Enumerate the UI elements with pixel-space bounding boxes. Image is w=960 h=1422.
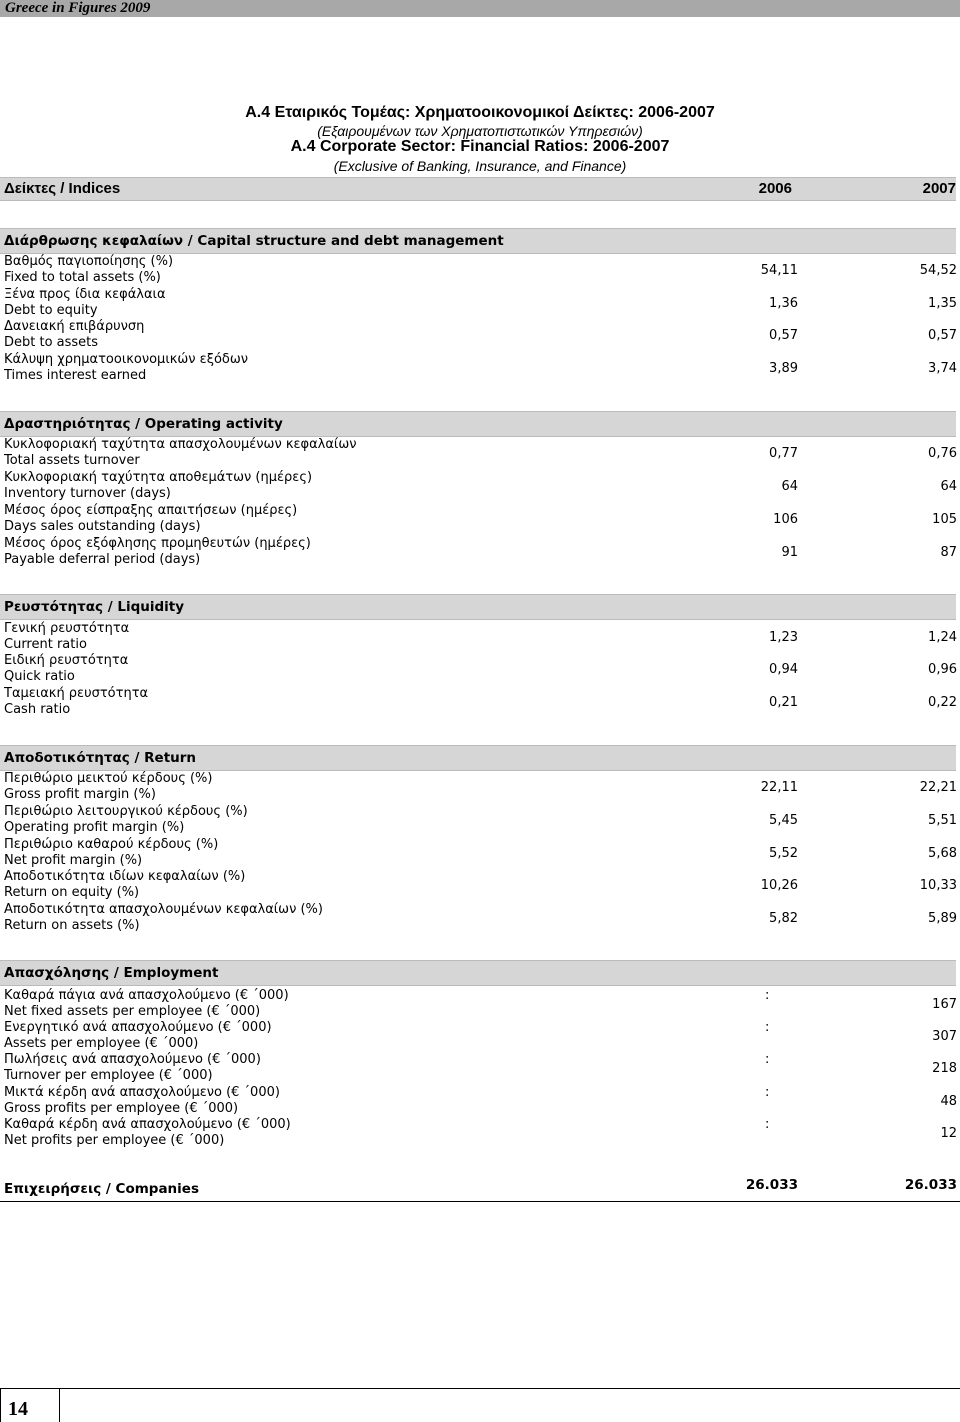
row-label-greek: Περιθώριο λειτουργικού κέρδους (%) — [4, 804, 248, 819]
value-2006: 3,89 — [769, 361, 798, 376]
value-2007: 48 — [940, 1094, 957, 1109]
row-label-greek: Πωλήσεις ανά απασχολούμενο (€ ΄000) — [4, 1052, 261, 1067]
table-row — [0, 686, 960, 719]
row-label-english: Net profits per employee (€ ΄000) — [4, 1133, 225, 1148]
row-label-english: Times interest earned — [4, 368, 147, 383]
row-label-greek: Ενεργητικό ανά απασχολούμενο (€ ΄000) — [4, 1020, 272, 1035]
section-title: Ρευστότητας / Liquidity — [4, 599, 185, 615]
value-2006: 106 — [773, 512, 798, 527]
table-row — [0, 1085, 960, 1118]
row-label-english: Net profit margin (%) — [4, 853, 143, 868]
table-row — [0, 319, 960, 352]
value-2007: 87 — [940, 545, 957, 560]
year-2006-header: 2006 — [758, 180, 792, 197]
table-row — [0, 437, 960, 470]
value-2007: 3,74 — [928, 361, 957, 376]
section-header-return — [0, 745, 956, 771]
section-header-liquidity — [0, 594, 956, 620]
table-row — [0, 771, 960, 804]
value-2006: 0,94 — [769, 662, 798, 677]
value-2006: 1,23 — [769, 630, 798, 645]
row-label-greek: Κυκλοφοριακή ταχύτητα αποθεμάτων (ημέρες) — [4, 470, 313, 485]
value-2007: 10,33 — [919, 878, 957, 893]
row-label-english: Net fixed assets per employee (€ ΄000) — [4, 1004, 261, 1019]
row-label-english: Total assets turnover — [4, 453, 140, 468]
row-label-english: Inventory turnover (days) — [4, 486, 171, 501]
row-label-english: Return on assets (%) — [4, 918, 140, 933]
value-2006: 0,57 — [769, 328, 798, 343]
row-label-greek: Βαθμός παγιοποίησης (%) — [4, 254, 174, 269]
row-label-greek: Δανειακή επιβάρυνση — [4, 319, 145, 334]
row-label-greek: Καθαρά κέρδη ανά απασχολούμενο (€ ΄000) — [4, 1117, 291, 1132]
table-row — [0, 837, 960, 870]
row-label-english: Debt to equity — [4, 303, 98, 318]
value-2006: : — [765, 1085, 770, 1100]
title-english: A.4 Corporate Sector: Financial Ratios: 2006-2007 — [290, 138, 670, 155]
row-label-greek: Γενική ρευστότητα — [4, 621, 130, 636]
value-2007: 5,51 — [928, 813, 957, 828]
table-row — [0, 287, 960, 320]
value-2006: 0,77 — [769, 446, 798, 461]
row-label-greek: Ξένα προς ίδια κεφάλαια — [4, 287, 166, 302]
value-2007: 167 — [932, 997, 957, 1012]
footer-rule — [0, 1388, 960, 1389]
running-header-text: Greece in Figures 2009 — [5, 0, 151, 16]
table-row — [0, 536, 960, 569]
table-row — [0, 902, 960, 935]
section-title: Δραστηριότητας / Operating activity — [4, 416, 283, 432]
row-label-english: Operating profit margin (%) — [4, 820, 185, 835]
value-2007: 5,89 — [928, 911, 957, 926]
value-2006: 5,82 — [769, 911, 798, 926]
value-2007: 5,68 — [928, 846, 957, 861]
year-2007-header: 2007 — [922, 180, 956, 197]
row-label-greek: Κυκλοφοριακή ταχύτητα απασχολουμένων κεφαλαίων — [4, 437, 357, 452]
table-row — [0, 470, 960, 503]
value-2007: 105 — [932, 512, 957, 527]
row-label-english: Assets per employee (€ ΄000) — [4, 1036, 199, 1051]
value-2007: 1,24 — [928, 630, 957, 645]
section-header-capital-structure — [0, 228, 956, 254]
section-title: Διάρθρωσης κεφαλαίων / Capital structure and debt management — [4, 233, 504, 249]
row-label-english: Fixed to total assets (%) — [4, 270, 161, 285]
row-label-english: Days sales outstanding (days) — [4, 519, 201, 534]
row-label-greek: Περιθώριο μεικτού κέρδους (%) — [4, 771, 213, 786]
value-2006: : — [765, 988, 770, 1003]
table-row — [0, 988, 960, 1021]
table-row — [0, 1020, 960, 1053]
row-label-greek: Μικτά κέρδη ανά απασχολούμενο (€ ΄000) — [4, 1085, 280, 1100]
table-row — [0, 869, 960, 902]
value-2007: 218 — [932, 1061, 957, 1076]
row-label-greek: Ταμειακή ρευστότητα — [4, 686, 149, 701]
table-row — [0, 1052, 960, 1085]
row-label-greek: Αποδοτικότητα απασχολουμένων κεφαλαίων (%) — [4, 902, 323, 917]
value-2007: 0,96 — [928, 662, 957, 677]
value-2007: 0,76 — [928, 446, 957, 461]
row-label-greek: Κάλυψη χρηματοοικονομικών εξόδων — [4, 352, 249, 367]
title-greek: Α.4 Εταιρικός Τομέας: Χρηματοοικονομικοί Δείκτες: 2006-2007 — [245, 104, 715, 121]
value-2006: : — [765, 1052, 770, 1067]
value-2006: : — [765, 1020, 770, 1035]
row-label-english: Gross profits per employee (€ ΄000) — [4, 1101, 239, 1116]
table-row — [0, 352, 960, 385]
table-row — [0, 1117, 960, 1150]
value-2006: 0,21 — [769, 695, 798, 710]
table-row — [0, 503, 960, 536]
row-label-english: Gross profit margin (%) — [4, 787, 156, 802]
page-number-box — [0, 1388, 60, 1422]
row-label-english: Turnover per employee (€ ΄000) — [4, 1068, 213, 1083]
value-2006: : — [765, 1117, 770, 1132]
table-row — [0, 804, 960, 837]
value-2006: 5,45 — [769, 813, 798, 828]
value-2006: 22,11 — [760, 780, 798, 795]
value-2007: 64 — [940, 479, 957, 494]
value-2006: 54,11 — [760, 263, 798, 278]
value-2007: 0,22 — [928, 695, 957, 710]
row-label-greek: Μέσος όρος είσπραξης απαιτήσεων (ημέρες) — [4, 503, 298, 518]
subtitle-greek: (Εξαιρουμένων των Χρηματοπιστωτικών Υπηρεσιών) — [317, 123, 643, 139]
table-row — [0, 254, 960, 287]
companies-label: Επιχειρήσεις / Companies — [4, 1181, 199, 1197]
row-label-english: Quick ratio — [4, 669, 75, 684]
value-2007: 307 — [932, 1029, 957, 1044]
table-row — [0, 653, 960, 686]
value-2006: 10,26 — [760, 878, 798, 893]
indices-header — [0, 177, 956, 201]
row-label-greek: Περιθώριο καθαρού κέρδους (%) — [4, 837, 219, 852]
section-title: Αποδοτικότητας / Return — [4, 750, 197, 766]
value-2007: 54,52 — [919, 263, 957, 278]
row-label-greek: Καθαρά πάγια ανά απασχολούμενο (€ ΄000) — [4, 988, 289, 1003]
companies-2007: 26.033 — [904, 1177, 957, 1193]
indices-label: Δείκτες / Indices — [4, 180, 121, 197]
value-2006: 5,52 — [769, 846, 798, 861]
subtitle-english: (Exclusive of Banking, Insurance, and Finance) — [333, 158, 627, 174]
row-label-greek: Ειδική ρευστότητα — [4, 653, 129, 668]
companies-row — [0, 1177, 960, 1202]
row-label-greek: Αποδοτικότητα ιδίων κεφαλαίων (%) — [4, 869, 246, 884]
value-2007: 1,35 — [928, 296, 957, 311]
section-header-operating-activity — [0, 411, 956, 437]
value-2007: 12 — [940, 1126, 957, 1141]
value-2006: 91 — [781, 545, 798, 560]
running-header — [0, 0, 960, 17]
row-label-greek: Μέσος όρος εξόφλησης προμηθευτών (ημέρες) — [4, 536, 311, 551]
row-label-english: Cash ratio — [4, 702, 71, 717]
value-2007: 22,21 — [919, 780, 957, 795]
value-2006: 1,36 — [769, 296, 798, 311]
value-2006: 64 — [781, 479, 798, 494]
section-title: Απασχόλησης / Employment — [4, 965, 219, 981]
value-2007: 0,57 — [928, 328, 957, 343]
row-label-english: Current ratio — [4, 637, 87, 652]
section-header-employment — [0, 960, 956, 986]
row-label-english: Debt to assets — [4, 335, 99, 350]
companies-2006: 26.033 — [745, 1177, 798, 1193]
row-label-english: Payable deferral period (days) — [4, 552, 201, 567]
page-number: 14 — [8, 1398, 28, 1420]
row-label-english: Return on equity (%) — [4, 885, 140, 900]
table-row — [0, 621, 960, 654]
